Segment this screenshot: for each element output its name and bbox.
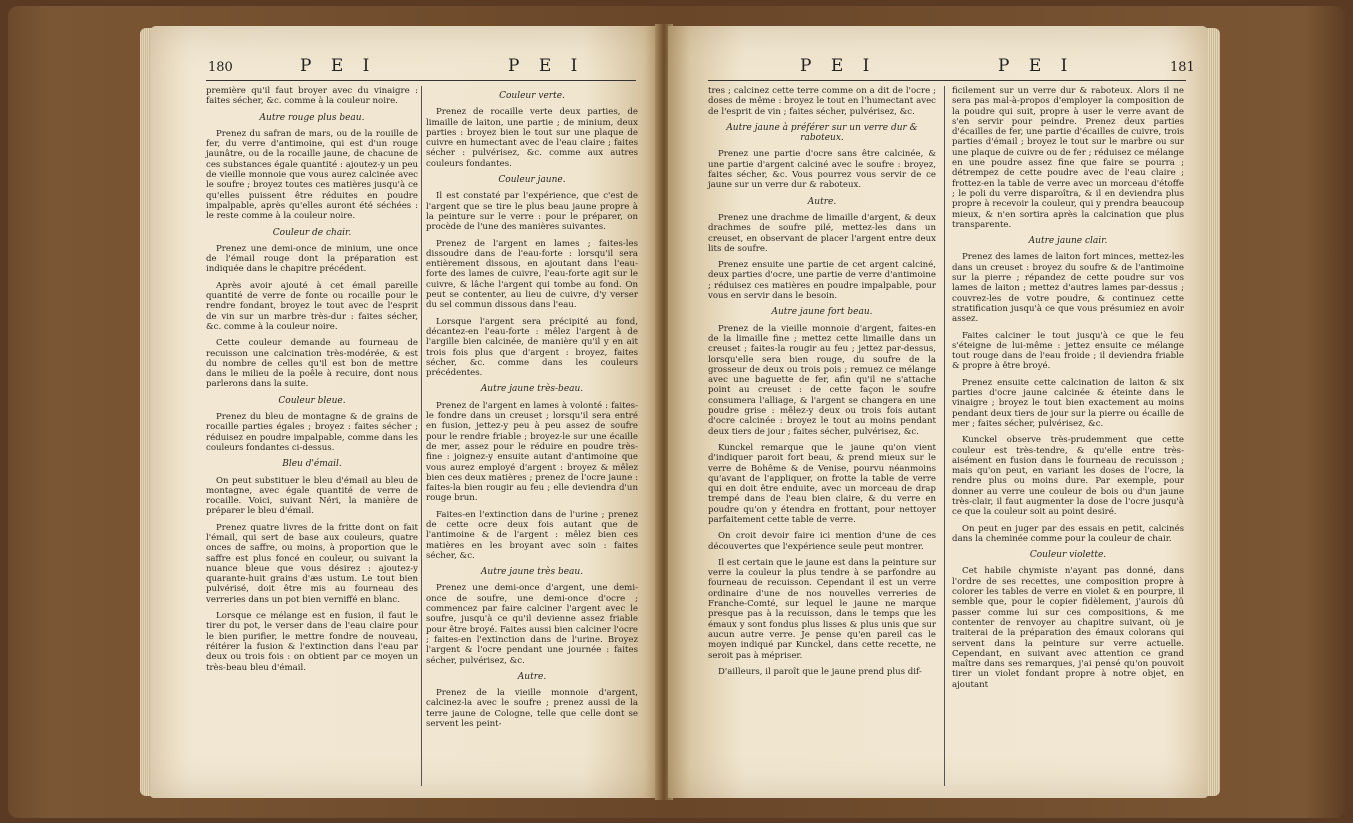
running-head: P E I: [998, 56, 1075, 76]
section-heading: Autre rouge plus beau.: [259, 112, 365, 123]
column-rule: [944, 86, 945, 786]
paragraph: Prenez de rocaille verte deux parties, de limaille de laiton, une partie ; de minium, deux parties : broyez bien le tout sur une plaque de cuivre en humectant avec de l'eau claire ; faites sécher : pulvérisez, &c. comme aux autres couleurs fondantes.: [426, 107, 638, 169]
section-heading: Autre jaune clair.: [1028, 236, 1108, 247]
right-page: [668, 26, 1208, 798]
paragraph: Prenez du bleu de montagne & de grains de rocaille parties égales ; broyez : faites sécher ; réduisez en poudre impalpable, comme dans les couleurs fondantes ci-dessus.: [206, 412, 418, 453]
paragraph: Cette couleur demande au fourneau de recuisson une calcination très-modérée, & est du nombre de celles qu'il est bon de mettre dans le milieu de la poêle à recuire, dont nous parlerons dans la suite.: [206, 338, 418, 390]
running-head: P E I: [508, 56, 585, 76]
page-number: 180: [208, 60, 233, 75]
header-rule: [708, 80, 1186, 81]
paragraph: Prenez de l'argent en lames à volonté : faites-le fondre dans un creuset ; lorsqu'il sera entré en fusion, jettez-y peu à peu assez de soufre pour le rendre friable ; broyez-le sur une écaille de mer, assez pour le réduire en poudre très-fine : joignez-y ensuite autant d'antimoine que vous aurez employé d'argent : broyez & mêlez bien ces deux matières ; prenez de l'ocre jaune : faites-la bien rougir au feu ; elle deviendra d'un rouge brun.: [426, 400, 638, 504]
column-rule: [421, 86, 422, 786]
paragraph: Prenez quatre livres de la fritte dont on fait l'émail, qui sert de base aux couleurs, quatre onces de saffre, ou moins, à proportion que le saffre est plus foncé en couleur, ou suivant la nuance bleue que vous désirez : ajoutez-y quarante-huit grains d'æs ustum. Le tout bien pulvérisé, doit être mis au fourneau des verreries dans un pot bien verniffé en blanc.: [206, 522, 418, 605]
section-heading: Autre jaune très-beau.: [480, 384, 584, 395]
section-heading: Bleu d'émail.: [282, 459, 342, 470]
paragraph: Prenez de l'argent en lames ; faites-les dissoudre dans de l'eau-forte : lorsqu'il sera entièrement dissous, en ajoutant dans l'eau-forte des lames de cuivre, l'eau-forte agit sur le cuivre, & lâche l'argent qui tombe au fond. On peut se contenter, au lieu de cuivre, d'y verser du sel commun dissous dans l'eau.: [426, 238, 638, 311]
paragraph: Prenez une drachme de limaille d'argent, & deux drachmes de soufre pilé, mettez-les dans un creuset, en observant de placer l'argent entre deux lits de soufre.: [708, 212, 936, 254]
paragraph: Après avoir ajouté à cet émail pareille quantité de verre de fonte ou rocaille pour le rendre fondant, broyez le tout avec de l'esprit de vin sur un marbre très-dur : faites sécher, &c. comme à la couleur noire.: [206, 280, 418, 332]
section-heading: Couleur violette.: [1029, 550, 1107, 561]
running-head: P E I: [800, 56, 877, 76]
paragraph: tres ; calcinez cette terre comme on a dit de l'ocre ; doses de même : broyez le tout en l'humectant avec de l'esprit de vin ; faites sécher, pulvérisez, &c.: [708, 86, 936, 117]
paragraph: Prenez des lames de laiton fort minces, mettez-les dans un creuset : broyez du soufre & de l'antimoine sur la pierre ; répandez de cette poudre sur vos lames de laiton ; mettez d'autres lames par-dessus ; couvrez-les de votre poudre, & continuez cette stratification jusqu'à ce que vous présumiez en avoir assez.: [952, 252, 1184, 325]
section-heading: Couleur jaune.: [498, 175, 566, 186]
paragraph: Prenez ensuite cette calcination de laiton & six parties d'ocre jaune calcinée & éteinte dans le vinaigre ; broyez le tout bien exactement au moins pendant deux tiers de jour sur la pierre ou écaille de mer ; faites sécher, pulvérisez, &c.: [952, 377, 1184, 429]
section-heading: Couleur de chair.: [272, 227, 352, 238]
section-heading: Couleur verte.: [499, 91, 565, 101]
paragraph: Kunckel observe très-prudemment que cette couleur est très-tendre, & qu'elle entre très-aisément en fusion dans le fourneau de recuisson ; mais qu'on peut, en variant les doses de l'ocre, la rendre plus ou moins dure. Par exemple, pour donner au verre une couleur de bois ou d'un jaune très-clair, il faut augmenter la dose de l'ocre jusqu'à ce que la couleur soit au point desiré.: [952, 435, 1184, 518]
running-head: P E I: [300, 56, 377, 76]
paragraph: On peut en juger par des essais en petit, calcinés dans la cheminée comme pour la couleur de chair.: [952, 523, 1184, 544]
column-1: [708, 86, 936, 683]
paragraph: Kunckel remarque que le jaune qu'on vient d'indiquer paroit fort beau, & prend mieux sur le verre de Bohême & de Venise, pourvu néanmoins qu'avant de l'appliquer, on frotte la table de verre qui en doit être enduite, avec un morceau de drap trempé dans de l'eau bien claire, & du verre en poudre qu'on y étendra en frottant, pour nettoyer parfaitement cette table de verre.: [708, 442, 936, 525]
paragraph: Faites-en l'extinction dans de l'urine ; prenez de cette ocre deux fois autant que de l'antimoine & de l'argent : mêlez bien ces matières en les broyant avec soin : faites sécher, &c.: [426, 509, 638, 561]
page-edges-right: [1206, 28, 1220, 796]
section-heading: Autre jaune très beau.: [480, 567, 584, 578]
paragraph: Prenez une demi-once de minium, une once de l'émail rouge dont la préparation est indiquée dans le chapitre précédent.: [206, 243, 418, 275]
paragraph: Prenez ensuite une partie de cet argent calciné, deux parties d'ocre, une partie de verre d'antimoine ; réduisez ces matières en poudre impalpable, pour vous en servir dans le besoin.: [708, 260, 936, 302]
paragraph: première qu'il faut broyer avec du vinaigre : faites sécher, &c. comme à la couleur noire.: [206, 86, 418, 107]
section-heading: Autre.: [517, 671, 547, 682]
section-heading: Autre jaune à préférer sur un verre dur & raboteux.: [726, 122, 918, 144]
paragraph: Prenez une partie d'ocre sans être calcinée, & une partie d'argent calciné avec le soufre : broyez, faites sécher, &c. Vous pourrez vous servir de ce jaune sur un verre dur & raboteux.: [708, 149, 936, 191]
column-2: [952, 86, 1184, 696]
paragraph: Il est constaté par l'expérience, que c'est de l'argent que se tire le plus beau jaune propre à la peinture sur le verre : pour le préparer, on procède de l'une des manières suivantes.: [426, 191, 638, 233]
paragraph: Lorsque ce mélange est en fusion, il faut le tirer du pot, le verser dans de l'eau claire pour le bien purifier, le mettre fondre de nouveau, réitérer la fusion & l'extinction dans l'eau par deux ou trois fois : on obtient par ce moyen un très-beau bleu d'émail.: [206, 611, 418, 673]
paragraph: On croit devoir faire ici mention d'une de ces découvertes que l'expérience seule peut montrer.: [708, 531, 936, 552]
column-2: [426, 86, 638, 735]
paragraph: On peut substituer le bleu d'émail au bleu de montagne, avec égale quantité de verre de rocaille. Voici, suivant Néri, la manière de préparer le bleu d'émail.: [206, 475, 418, 517]
paragraph: Lorsque l'argent sera précipité au fond, décantez-en l'eau-forte : mêlez l'argent à de l'argille bien calcinée, de manière qu'il y en ait trois fois plus que d'argent : broyez, faites sécher, &c. comme dans les couleurs précédentes.: [426, 316, 638, 379]
paragraph: D'ailleurs, il paroît que le jaune prend plus dif-: [718, 666, 922, 677]
paragraph: Prenez une demi-once d'argent, une demi-once de soufre, une demi-once d'ocre ; commencez par faire calciner l'argent avec le soufre, jusqu'à ce qu'il devienne assez friable pour être broyé. Faites aussi bien calciner l'ocre ; faites-en l'extinction dans de l'urine. Broyez l'argent & l'ocre pendant une journée : faites sécher, pulvérisez, &c.: [426, 583, 638, 666]
paragraph: Faites calciner le tout jusqu'à ce que le feu s'éteigne de lui-même : jettez ensuite ce mélange tout rouge dans de l'eau froide ; il deviendra friable & propre à être broyé.: [952, 330, 1184, 372]
paragraph: Il est certain que le jaune est dans la peinture sur verre la couleur la plus tendre à se parfondre au fourneau de recuisson. Cependant il est un verre ordinaire d'une de nos nouvelles verreries de Franche-Comté, sur lequel le jaune ne marque presque pas à la recuisson, dans le temps que les émaux y sont fondus plus lisses & plus unis que sur aucun autre verre. Je pense qu'en pareil cas le moyen indiqué par Kunckel, dans cette recette, ne seroit pas à mépriser.: [708, 557, 936, 661]
paragraph: Prenez de la vieille monnoie d'argent, faites-en de la limaille fine ; mettez cette limaille dans un creuset ; faites-la rougir au feu ; jettez par-dessus, lorsqu'elle sera bien rouge, du soufre de la grosseur de deux ou trois pois ; remuez ce mélange avec une baguette de fer, afin qu'il ne s'attache point au creuset : de cette façon le soufre consumera l'alliage, & l'argent se changera en une poudre grise : mêlez-y deux ou trois fois autant d'ocre calcinée : broyez le tout au moins pendant deux tiers de jour ; faites sécher, pulvérisez, &c.: [708, 323, 936, 437]
paragraph: Prenez du safran de mars, ou de la rouille de fer, du verre d'antimoine, qui est d'un rouge jaunâtre, ou de la rocaille jaune, de chacune de ces substances égale quantité : ajoutez-y un peu de vieille monnoie que vous aurez calcinée avec le soufre ; broyez toutes ces matières jusqu'à ce qu'elles puissent être réduites en poudre impalpable, après qu'elles auront été séchées : le reste comme à la couleur noire.: [206, 128, 418, 222]
column-1: [206, 86, 418, 679]
section-heading: Autre.: [807, 196, 837, 207]
section-heading: Couleur bleue.: [278, 395, 346, 406]
paragraph: Cet habile chymiste n'ayant pas donné, dans l'ordre de ses recettes, une composition propre à colorer les tables de verre en violet & en pourpre, il semble que, pour le copier fidèlement, j'aurois dû passer comme lui sur ces compositions, & me contenter de renvoyer au chapitre suivant, où je traiterai de la préparation des émaux colorans qui servent dans la peinture sur verre actuelle. Cependant, en suivant avec attention ce grand maître dans ses remarques, j'ai pensé qu'on pouvoit tirer un violet fondant propre à notre objet, en ajoutant: [952, 566, 1184, 690]
left-page: [150, 26, 660, 798]
paragraph: ficilement sur un verre dur & raboteux. Alors il ne sera pas mal-à-propos d'employer la composition de la poudre qui suit, propre à user le verre avant de s'en servir pour peindre. Prenez deux parties d'écailles de fer, une partie d'écailles de cuivre, trois parties d'émail ; broyez le tout sur le marbre ou sur une plaque de cuivre ou de fer ; réduisez ce mélange en une poudre assez fine que faire se pourra ; détrempez de cette poudre avec de l'eau claire ; frottez-en la table de verre avec un morceau d'étoffe ; le poli du verre disparoîtra, & il en deviendra plus propre à recevoir la couleur, qui y prendra beaucoup mieux, & n'en sortira après la calcination que plus transparente.: [952, 86, 1184, 230]
section-heading: Autre jaune fort beau.: [771, 307, 873, 318]
paragraph: Prenez de la vieille monnoie d'argent, calcinez-la avec le soufre ; prenez aussi de la terre jaune de Cologne, telle que celle dont se servent les peint-: [426, 688, 638, 730]
header-rule: [206, 80, 636, 81]
page-number: 181: [1170, 60, 1195, 75]
